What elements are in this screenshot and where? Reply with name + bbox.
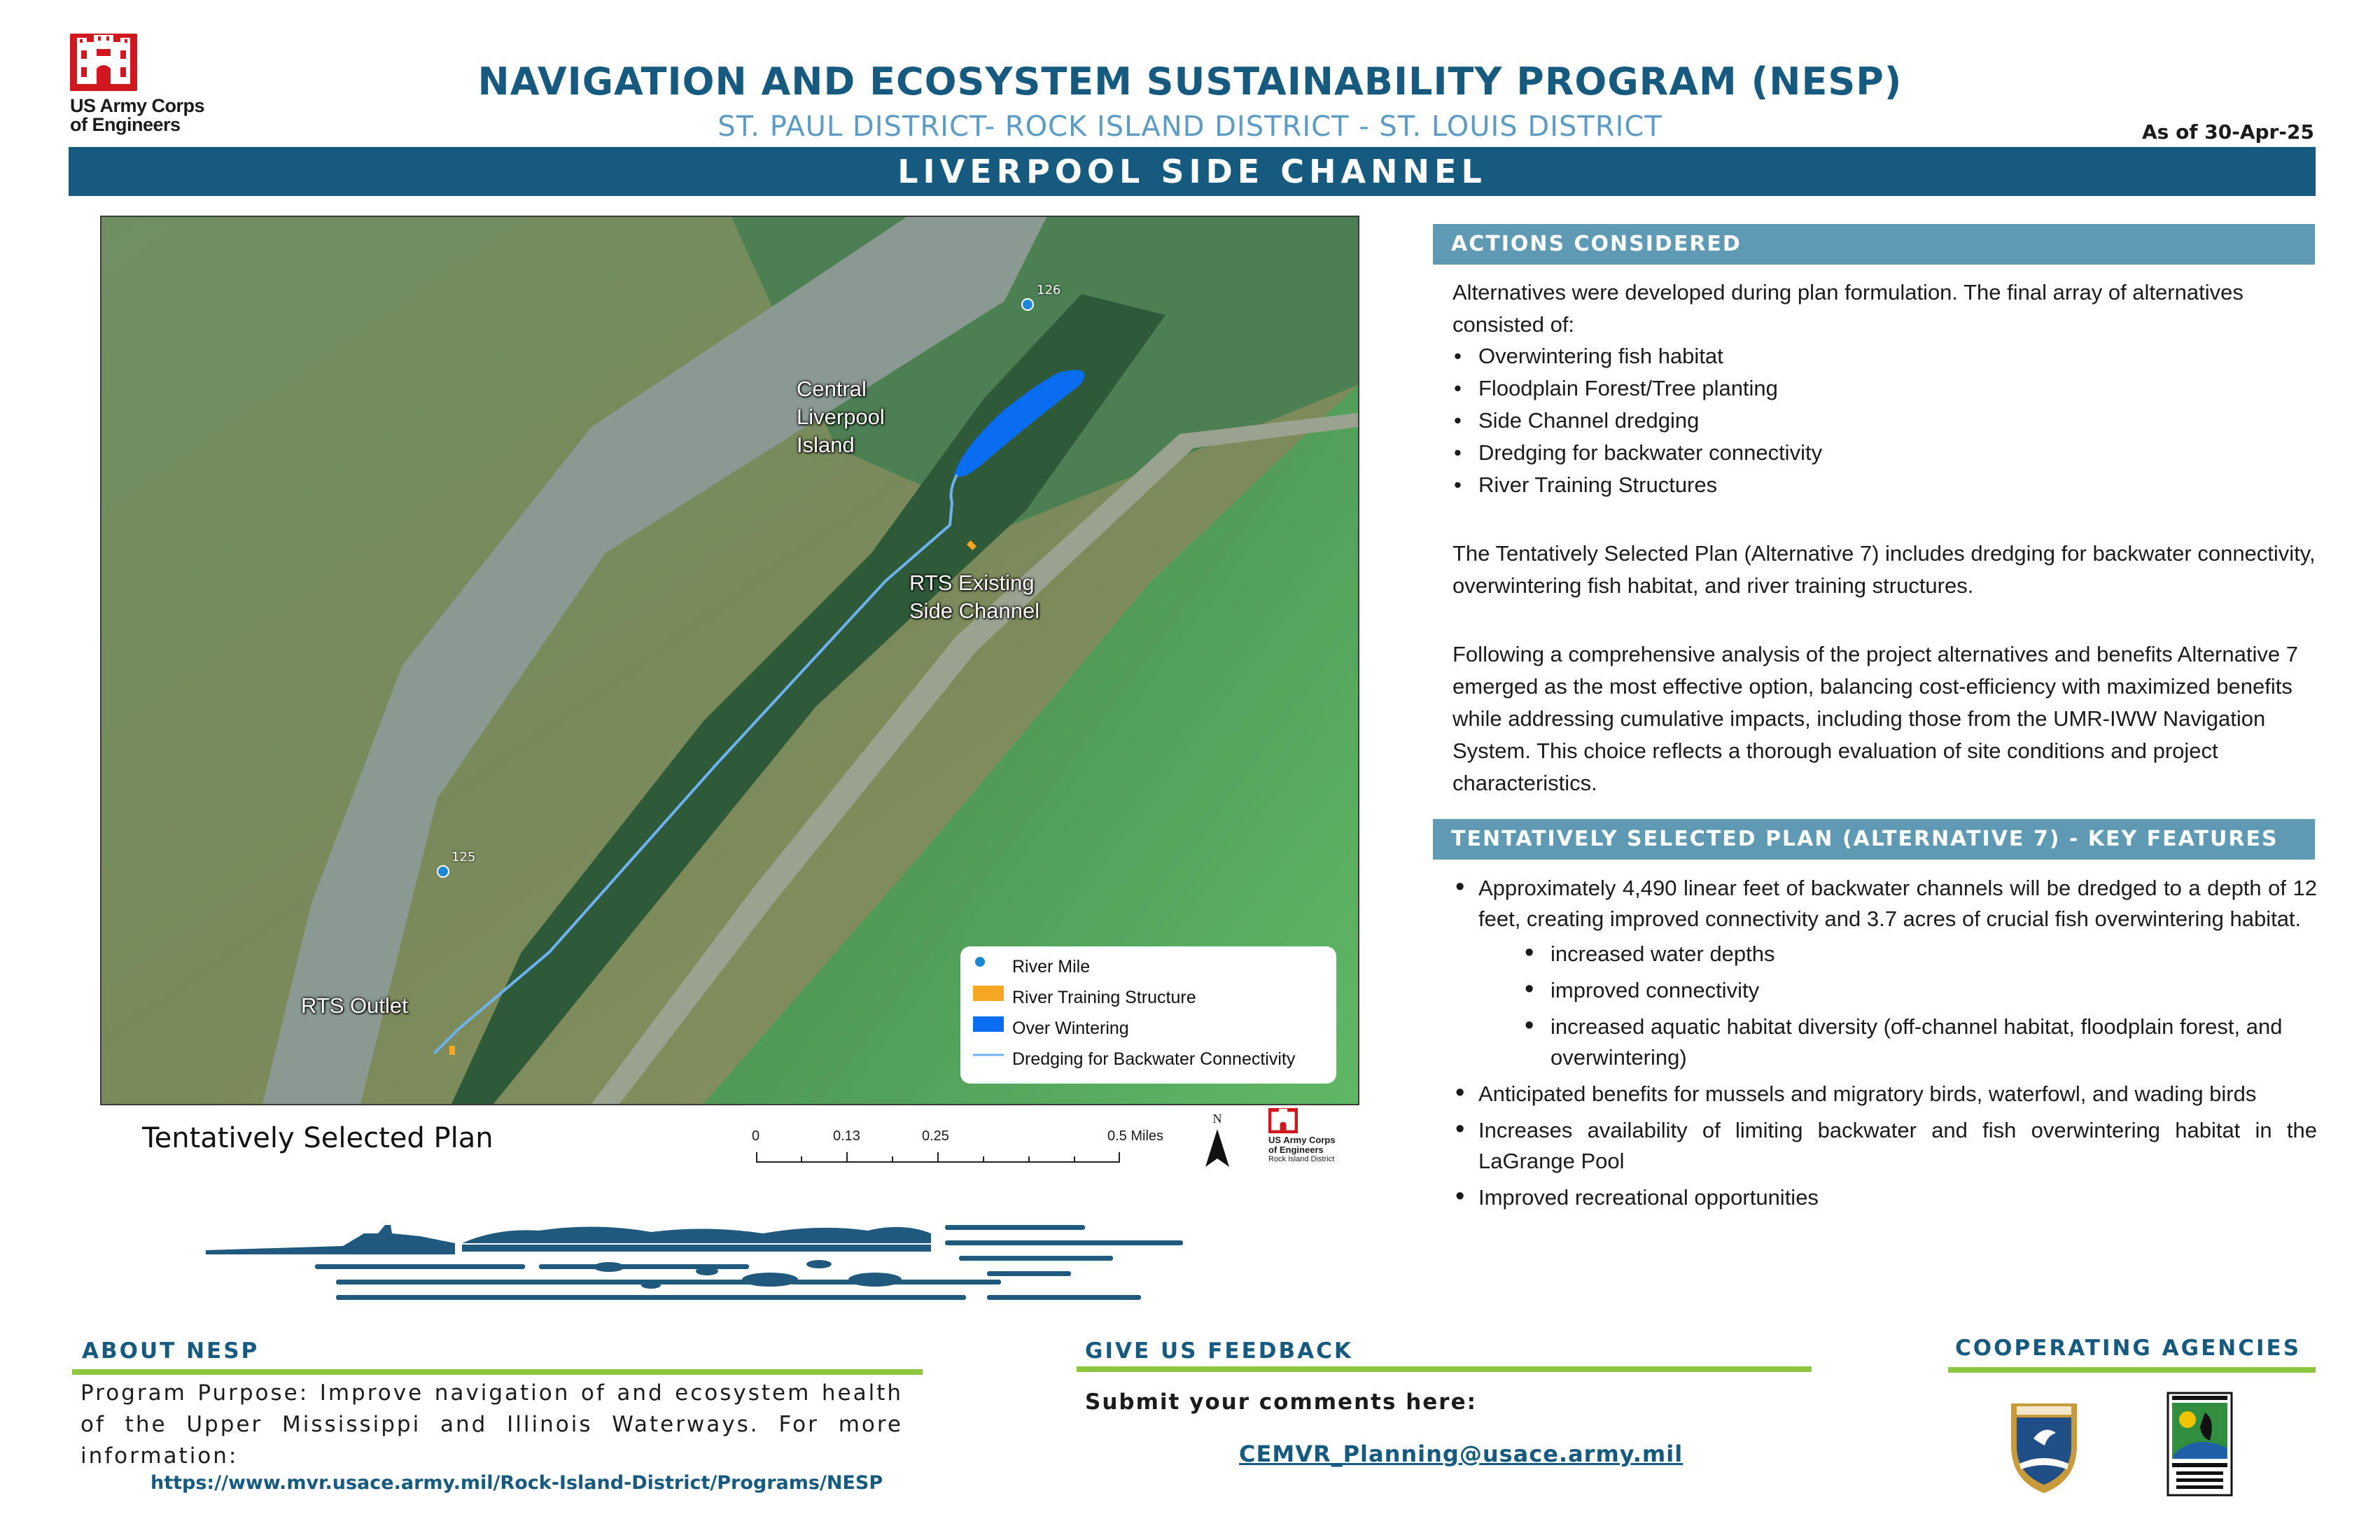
key-feature-item: • Anticipated benefits for mussels and migratory birds, waterfowl, and wading birds bbox=[1452, 1079, 2317, 1110]
small-logo-district: Rock Island District bbox=[1268, 1155, 1335, 1163]
north-arrow bbox=[1201, 1112, 1233, 1175]
feedback-email-link[interactable]: CEMVR_Planning@usace.army.mil bbox=[1239, 1441, 1684, 1467]
agencies-heading: COOPERATING AGENCIES bbox=[1955, 1336, 2302, 1361]
idnr-logo bbox=[2166, 1392, 2233, 1497]
usfws-logo bbox=[2005, 1396, 2082, 1494]
project-map bbox=[100, 216, 1359, 1105]
rts-outlet-marker bbox=[449, 1046, 455, 1055]
about-divider bbox=[72, 1369, 923, 1375]
feedback-divider bbox=[1077, 1366, 1812, 1372]
legend-dredging bbox=[973, 1047, 1295, 1071]
actions-para-analysis: Following a comprehensive analysis of the project alternatives and benefits Alternative 7 emerged as the most effective option, balancing cost-efficiency with maximized benefits while addressing cumulative impacts, including those from the UMR-IWW Navigation System. This choice reflects a thorough evaluation of site conditions and project characteristics. bbox=[1452, 642, 2298, 795]
river-mile-125-marker bbox=[438, 866, 449, 877]
project-banner: LIVERPOOL SIDE CHANNEL bbox=[69, 147, 2316, 196]
legend-label: River Mile bbox=[1012, 956, 1091, 976]
river-mile-126-label: 126 bbox=[1037, 283, 1061, 298]
river-mile-126-marker bbox=[1022, 299, 1033, 310]
about-heading: ABOUT NESP bbox=[82, 1338, 260, 1364]
action-item: • Dredging for backwater connectivity bbox=[1452, 437, 2317, 469]
legend-label: Dredging for Backwater Connectivity bbox=[1012, 1049, 1296, 1069]
legend-label: River Training Structure bbox=[1012, 987, 1196, 1007]
action-item: • River Training Structures bbox=[1452, 469, 2317, 501]
key-features-heading: TENTATIVELY SELECTED PLAN (ALTERNATIVE 7) - KEY FEATURES bbox=[1433, 819, 2315, 860]
scale-tick-0: 0 bbox=[752, 1128, 760, 1144]
key-feature-item: • Approximately 4,490 linear feet of backwater channels will be dredged to a depth of 12 feet, creating improved connectivity and 3.7 acres of crucial fish overwintering habitat. bbox=[1452, 873, 2317, 934]
agencies-divider bbox=[1948, 1367, 2316, 1373]
key-feature-subitem: • increased aquatic habitat diversity (off-channel habitat, floodplain forest, and overwintering) bbox=[1452, 1011, 2317, 1073]
legend-river-mile bbox=[973, 955, 1090, 979]
legend-overwintering bbox=[973, 1016, 1129, 1040]
small-logo-title: US Army Corps of Engineers bbox=[1268, 1135, 1336, 1155]
scale-tick-013: 0.13 bbox=[833, 1128, 860, 1144]
scale-bar-graphic bbox=[756, 1149, 1120, 1166]
key-feature-item: • Improved recreational opportunities bbox=[1452, 1182, 2317, 1213]
key-feature-subitem: • increased water depths bbox=[1452, 939, 2317, 969]
scale-tick-025: 0.25 bbox=[922, 1128, 949, 1144]
legend-rts bbox=[973, 986, 1196, 1009]
nesp-link[interactable]: https://www.mvr.usace.army.mil/Rock-Island-District/Programs/NESP bbox=[150, 1472, 883, 1494]
as-of-date: As of 30-Apr-25 bbox=[2142, 120, 2314, 144]
usace-rock-island-logo bbox=[1268, 1108, 1352, 1178]
about-text: Program Purpose: Improve navigation of and ecosystem health of the Upper Mississippi and Illinois Waterways. For more information: bbox=[80, 1380, 903, 1469]
rts-outlet-label: RTS Outlet bbox=[301, 993, 408, 1018]
map-caption: Tentatively Selected Plan bbox=[142, 1122, 493, 1154]
castle-icon bbox=[1268, 1108, 1298, 1133]
actions-para-tsp: The Tentatively Selected Plan (Alternative 7) includes dredging for backwater connectivity, overwintering fish habitat, and river training structures. bbox=[1452, 541, 2316, 598]
north-label: N bbox=[1212, 1112, 1222, 1126]
feedback-heading: GIVE US FEEDBACK bbox=[1085, 1338, 1353, 1364]
page-title: NAVIGATION AND ECOSYSTEM SUSTAINABILITY PROGRAM (NESP) bbox=[477, 59, 1903, 104]
river-boat-illustration bbox=[203, 1197, 1239, 1302]
actions-heading: ACTIONS CONSIDERED bbox=[1433, 224, 2315, 265]
actions-list bbox=[1452, 340, 2317, 501]
rts-existing-label: RTS Existing Side Channel bbox=[909, 570, 1040, 623]
action-item: • Floodplain Forest/Tree planting bbox=[1452, 372, 2317, 405]
key-features-list bbox=[1452, 873, 2317, 1213]
legend-label: Over Wintering bbox=[1012, 1018, 1129, 1038]
feedback-label: Submit your comments here: bbox=[1085, 1390, 1478, 1415]
central-island-label: Central Liverpool Island bbox=[797, 377, 885, 457]
map-legend bbox=[960, 946, 1336, 1084]
river-mile-125-label: 125 bbox=[451, 850, 476, 864]
org-name: US Army Corps of Engineers bbox=[70, 95, 205, 135]
key-feature-subitem: • improved connectivity bbox=[1452, 975, 2317, 1006]
scale-bar bbox=[742, 1128, 1176, 1170]
north-arrow-icon bbox=[1201, 1126, 1233, 1170]
action-item: • Overwintering fish habitat bbox=[1452, 340, 2317, 372]
page-subtitle: ST. PAUL DISTRICT- ROCK ISLAND DISTRICT - ST. LOUIS DISTRICT bbox=[718, 111, 1662, 143]
scale-tick-05: 0.5 Miles bbox=[1107, 1128, 1164, 1144]
actions-intro: Alternatives were developed during plan formulation. The final array of alternatives consisted of: bbox=[1452, 280, 2244, 337]
key-feature-item: • Increases availability of limiting backwater and fish overwintering habitat in the LaGrange Pool bbox=[1452, 1115, 2317, 1177]
action-item: • Side Channel dredging bbox=[1452, 405, 2317, 437]
